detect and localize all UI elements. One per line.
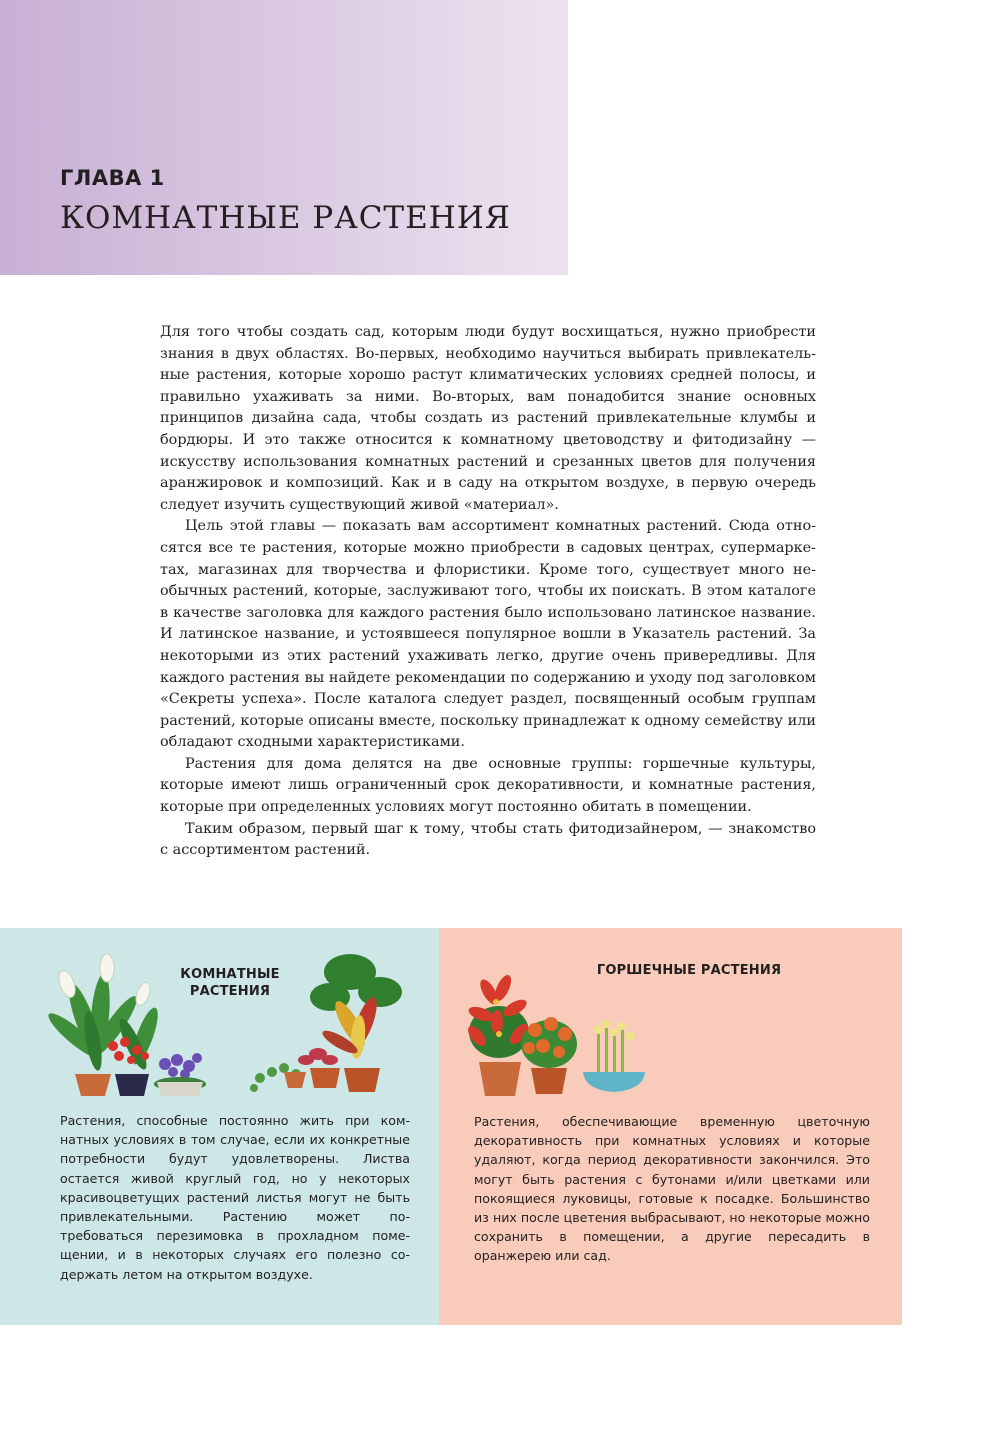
pot-plants-panel [439,928,902,1325]
pot-plants-illustration [459,962,659,1102]
paragraph: Цель этой главы — показать вам ассортимент комнатных растений. Сюда относятся все те растения, которые можно приобрести в садовых центрах, супермаркетах, магазинах для творчества и флористики. Кроме того, существует много необычных растений, которые, заслуживают того, чтобы их поискать. В этом каталоге в качестве заголовка для каждого растения было использовано латинское название. И латинское название, и устоявшееся популярное вошли в Указатель растений. За некоторыми из этих растений ухаживать легко, другие очень привередливы. Для каждого растения вы найдете рекомендации по содержанию и уходу под заголовком «Секреты успеха». После каталога следует раздел, посвященный особым группам растений, которые описаны вместе, поскольку принадлежат к одному семейству или обладают сходными характеристиками. [160,518,816,751]
pot-plants-description: Растения, обеспечивающие временную цветочную декоративность при комнатных условиях и которые удаляют, когда период декоративности закончился. Это могут быть растения с бутонами и/или цветками или покоящиеся луковицы, готовые к посадке. Большинство из них после цветения выбрасывают, но некоторые можно сохранить в помещении, а другие пересадить в оранжерею или сад. [474,1114,870,1264]
paragraph: Для того чтобы создать сад, которым люди будут восхищаться, нужно приобрести знания в двух областях. Во-первых, необходимо научиться выбирать привлекательные растения, которые хорошо растут климатических условиях средней полосы, и правильно ухаживать за ними. Во-вторых, вам понадобится знание основных принципов дизайна сада, чтобы создать из растений привлекательные клумбы и бордюры. И это также относится к комнатному цветоводству и фитодизайну — искусству использования комнатных растений и срезанных цветов для получения аранжировок и композиций. Как и в саду на открытом воздухе, в первую очередь следует изучить существующий живой «материал». [160,324,816,513]
paragraph: Растения для дома делятся на две основные группы: горшечные культуры, которые имеют лишь ограниченный срок декоративности, и комнатные растения, которые при определенных условиях могут постоянно обитать в помещении. [160,755,816,816]
chapter-title: КОМНАТНЫЕ РАСТЕНИЯ [60,200,511,236]
pot-plants-heading: ГОРШЕЧНЫЕ РАСТЕНИЯ [596,963,782,978]
houseplants-description: Растения, способные постоянно жить при комнатных условиях в том случае, если их конкретные потребности будут удовлетворены. Листва остается живой круглый год, но у некоторых красивоцветущих растений листья могут не быть привлекательными. Растению может потребоваться перезимовка в прохладном помещении, и в некоторых случаях его полезно содержать летом на открытом воздухе. [60,1113,410,1282]
paragraph: Таким образом, первый шаг к тому, чтобы стать фитодизайнером, — знакомство с ассортиментом растений. [160,820,816,859]
houseplants-heading: КОМНАТНЫЕ РАСТЕНИЯ [180,967,280,999]
chapter-label: ГЛАВА 1 [60,166,165,190]
chapter-header-band [0,0,568,275]
houseplants-panel [0,928,439,1325]
body-text [160,322,816,862]
